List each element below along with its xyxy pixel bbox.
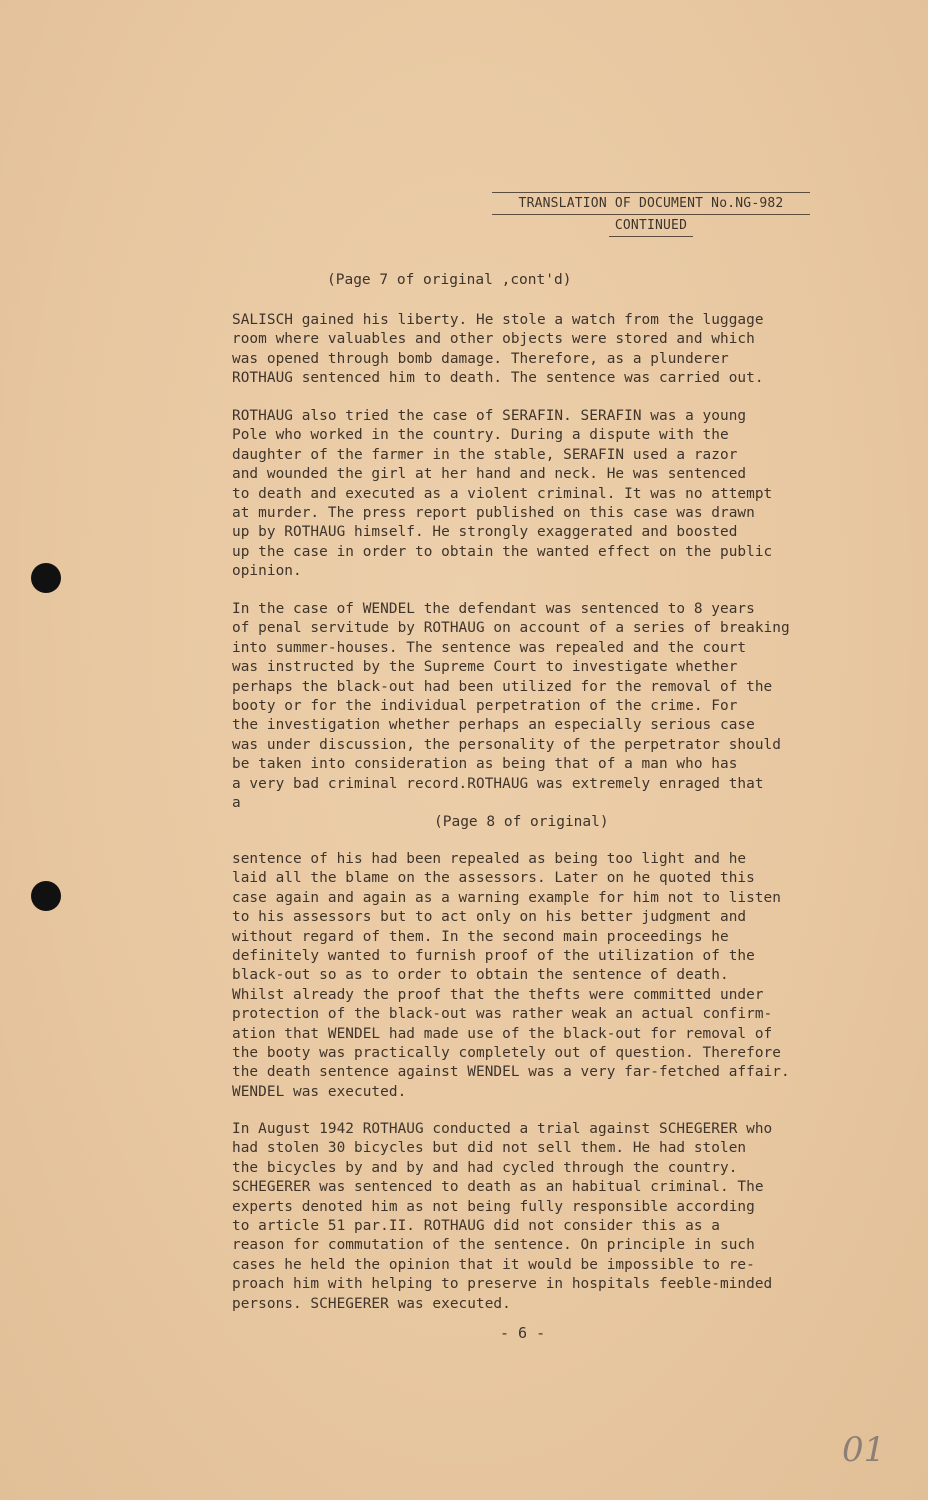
text-line: a [232,795,241,812]
text-line: SCHEGERER was sentenced to death as an habitual criminal. The [232,1179,764,1196]
text-line: a very bad criminal record.ROTHAUG was extremely enraged that [232,775,764,792]
header-title: TRANSLATION OF DOCUMENT No.NG-982 [492,192,810,215]
text-line: reason for commutation of the sentence. On principle in such [232,1237,755,1254]
paragraph-salisch [232,311,862,389]
text-line: room where valuables and other objects were stored and which [232,331,755,348]
text-line: into summer-houses. The sentence was repealed and the court [232,639,747,656]
text-line: protection of the black-out was rather weak an actual confirm- [232,1006,773,1023]
text-line: of penal servitude by ROTHAUG on account of a series of breaking [232,620,790,637]
paragraph-wendel-continued [232,850,862,1102]
text-line: the death sentence against WENDEL was a very far-fetched affair. [232,1064,790,1081]
paragraph-wendel [232,600,862,813]
text-line: experts denoted him as not being fully responsible according [232,1198,755,1215]
text-line: at murder. The press report published on this case was drawn [232,505,755,522]
punch-hole-icon [31,563,61,593]
text-line: In the case of WENDEL the defendant was sentenced to 8 years [232,601,755,617]
handwritten-mark: 01 [842,1430,886,1470]
text-line: to his assessors but to act only on his better judgment and [232,909,747,926]
text-line: to article 51 par.II. ROTHAUG did not consider this as a [232,1218,720,1235]
text-line: was opened through bomb damage. Therefore, as a plunderer [232,350,729,367]
text-line: proach him with helping to preserve in hospitals feeble-minded [232,1276,773,1293]
text-line: WENDEL was executed. [232,1083,407,1100]
text-line: cases he held the opinion that it would be impossible to re- [232,1256,755,1273]
page-reference-7: (Page 7 of original ,cont'd) [327,272,572,288]
text-line: Whilst already the proof that the thefts were committed under [232,986,764,1003]
text-line: opinion. [232,563,302,580]
text-line: laid all the blame on the assessors. Later on he quoted this [232,870,755,887]
document-header [492,192,810,237]
page-number: - 6 - [500,1324,546,1342]
header-continued: CONTINUED [609,216,693,237]
text-line: up by ROTHAUG himself. He strongly exaggerated and boosted [232,524,738,541]
text-line: ation that WENDEL had made use of the black-out for removal of [232,1025,773,1042]
text-line: sentence of his had been repealed as being too light and he [232,851,747,867]
text-line: be taken into consideration as being that of a man who has [232,756,738,773]
text-line: without regard of them. In the second main proceedings he [232,928,729,945]
text-line: Pole who worked in the country. During a dispute with the [232,427,729,444]
text-line: and wounded the girl at her hand and neck. He was sentenced [232,466,747,483]
text-line: to death and executed as a violent criminal. It was no attempt [232,485,773,502]
text-line: had stolen 30 bicycles but did not sell them. He had stolen [232,1140,747,1157]
text-line: was under discussion, the personality of the perpetrator should [232,736,781,753]
text-line: daughter of the farmer in the stable, SERAFIN used a razor [232,446,738,463]
text-line: SALISCH gained his liberty. He stole a watch from the luggage [232,312,764,328]
text-line: booty or for the individual perpetration of the crime. For [232,698,738,715]
text-line: up the case in order to obtain the wanted effect on the public [232,543,773,560]
text-line: perhaps the black-out had been utilized for the removal of the [232,678,773,695]
paragraph-schegerer [232,1120,862,1314]
text-line: black-out so as to order to obtain the sentence of death. [232,967,729,984]
text-line: the booty was practically completely out of question. Therefore [232,1045,781,1062]
text-line: the bicycles by and by and had cycled through the country. [232,1159,738,1176]
text-line: persons. SCHEGERER was executed. [232,1295,511,1312]
text-line: In August 1942 ROTHAUG conducted a trial against SCHEGERER who [232,1121,773,1137]
page-reference-8: (Page 8 of original) [434,814,609,830]
text-line: ROTHAUG sentenced him to death. The sentence was carried out. [232,370,764,387]
paragraph-serafin [232,407,862,582]
text-line: the investigation whether perhaps an especially serious case [232,717,755,734]
punch-hole-icon [31,881,61,911]
text-line: definitely wanted to furnish proof of the utilization of the [232,948,755,965]
text-line: was instructed by the Supreme Court to investigate whether [232,659,738,676]
text-line: ROTHAUG also tried the case of SERAFIN. SERAFIN was a young [232,408,747,424]
text-line: case again and again as a warning example for him not to listen [232,889,781,906]
